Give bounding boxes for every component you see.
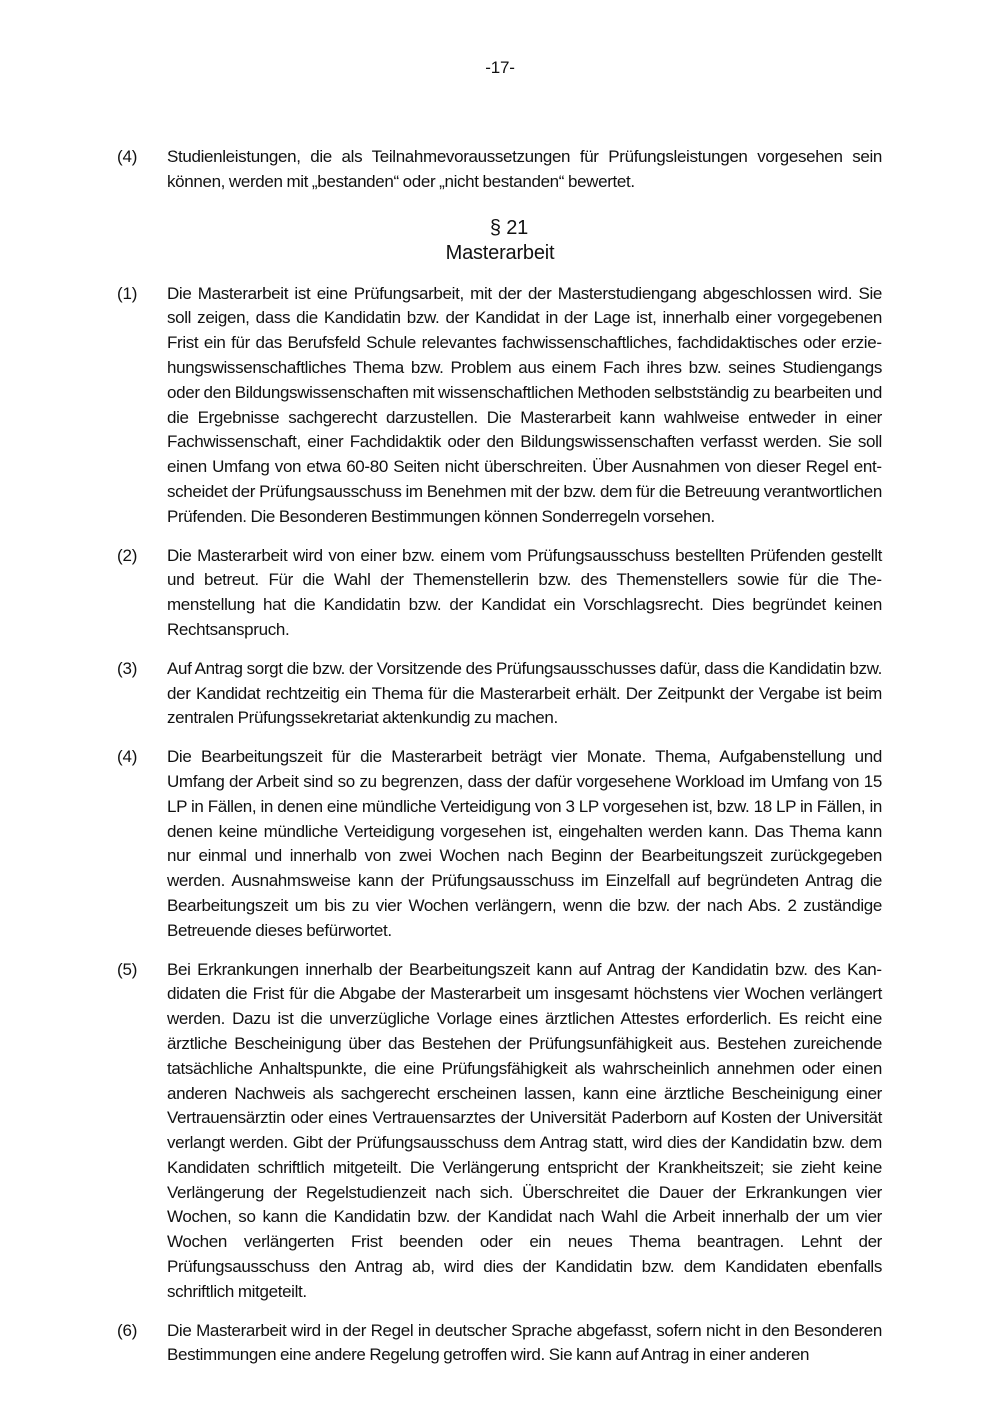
paragraph-text: Studienleistungen, die als Teilnahmevoraussetzungen für Prüfungsleistungen vorgesehen sein können, werden mit „bestanden“ oder „nicht bestanden“ bewertet. — [167, 147, 882, 191]
paragraph-number: (6) — [117, 1320, 138, 1340]
paragraph-6 — [0, 1319, 1000, 1369]
section-title: Masterarbeit — [445, 241, 555, 264]
paragraph-3 — [0, 657, 1000, 731]
paragraph-text: Die Bearbeitungszeit für die Masterarbeit beträgt vier Monate. Thema, Aufgabenstellung und Umfang der Arbeit sind so zu begrenzen, dass der dafür vorgesehene Workload im Umfang von 15 LP in Fällen, in denen eine mündliche Verteidigung von 3 LP vorgesehen ist, bzw. 18 LP in Fällen, in denen keine mündliche Verteidigung vorgesehen ist, eingehalten werden kann. Das Thema kann nur einmal und innerhalb von zwei Wochen nach Beginn der Bearbeitungszeit zurückgegeben werden. Ausnahmsweise kann der Prüfungsausschuss im Einzelfall auf begründeten Antrag die Bearbeitungszeit um bis zu vier Wochen verlängern, wenn die bzw. der nach Abs. 2 zuständige Betreuende dieses befürwortet. — [167, 747, 882, 940]
document-content — [0, 145, 1000, 1382]
paragraph-number: (2) — [117, 545, 138, 565]
paragraph-text: Die Masterarbeit ist eine Prüfungsarbeit, mit der der Masterstudiengang abgeschlossen wird. Sie soll zeigen, dass die Kandidatin bzw. der Kandidat in der Lage ist, innerhalb einer vorgegebenen Frist ein für das Berufsfeld Schule relevantes fachwissenschaftliches, fachdidaktisches oder erziehungswissenschaftliches Thema bzw. Problem aus einem Fach ihres bzw. seines Studiengangs oder den Bildungswissenschaften mit wissenschaftlichen Methoden selbstständig zu bearbeiten und die Ergebnisse sachgerecht darzustellen. Die Masterarbeit kann wahlweise entweder in einer Fachwissenschaft, einer Fachdidaktik oder den Bildungswissenschaften verfasst werden. Sie soll einen Umfang von etwa 60-80 Seiten nicht überschreiten. Über Ausnahmen von dieser Regel entscheidet der Prüfungsausschuss im Benehmen mit der bzw. dem für die Betreuung verantwortlichen Prüfenden. Die Besonderen Bestimmungen können Sonderregeln vorsehen. — [167, 283, 882, 526]
page-number: -17- — [485, 58, 515, 77]
paragraph-1 — [0, 282, 1000, 530]
section-symbol: § 21 — [489, 216, 529, 239]
section-heading — [0, 216, 1000, 266]
paragraph-5 — [0, 958, 1000, 1305]
paragraph-number: (3) — [117, 658, 138, 678]
paragraph-number: (5) — [117, 959, 138, 979]
paragraph-text: Auf Antrag sorgt die bzw. der Vorsitzende des Prüfungsausschusses dafür, dass die Kandidatin bzw. der Kandidat rechtzeitig ein Thema für die Masterarbeit erhält. Der Zeitpunkt der Vergabe ist beim zentralen Prüfungssekretariat aktenkundig zu machen. — [167, 658, 882, 728]
paragraph-text: Die Masterarbeit wird von einer bzw. einem vom Prüfungsausschuss bestellten Prüfenden gestellt und betreut. Für die Wahl der Themenstellerin bzw. des Themenstellers sowie für die Themenstellung hat die Kandidatin bzw. der Kandidat ein Vorschlagsrecht. Dies begründet keinen Rechtsanspruch. — [167, 545, 882, 639]
paragraph-text: Bei Erkrankungen innerhalb der Bearbeitungszeit kann auf Antrag der Kandidatin bzw. des Kandidaten die Frist für die Abgabe der Masterarbeit um insgesamt höchstens vier Wochen verlängert werden. Dazu ist die unverzügliche Vorlage eines ärztlichen Attestes erforderlich. Es reicht eine ärztliche Bescheinigung über das Bestehen der Prüfungsunfähigkeit aus. Bestehen zureichende tatsächliche Anhaltspunkte, die eine Prüfungsfähigkeit als wahrscheinlich annehmen oder einen anderen Nachweis als sachgerecht erscheinen lassen, kann eine ärztliche Bescheinigung einer Vertrauensärztin oder eines Vertrauensarztes der Universität Paderborn auf Kosten der Universität verlangt werden. Gibt der Prüfungsausschuss dem Antrag statt, wird dies der Kandidatin bzw. dem Kandidaten schriftlich mitgeteilt. Die Verlängerung entspricht der Krankheitszeit; sie zieht keine Verlängerung der Regelstudienzeit nach sich. Überschreitet die Dauer der Erkrankungen vier Wochen, so kann die Kandidatin bzw. der Kandidat nach Wahl die Arbeit innerhalb der um vier Wochen verlängerten Frist beenden oder ein neues Thema beantragen. Lehnt der Prüfungsausschuss den Antrag ab, wird dies der Kandidatin bzw. dem Kandidaten ebenfalls schriftlich mitgeteilt. — [167, 959, 882, 1301]
paragraph-number: (4) — [117, 147, 138, 166]
paragraph-2 — [0, 544, 1000, 643]
paragraph-4 — [0, 745, 1000, 943]
paragraph-text: Die Masterarbeit wird in der Regel in deutscher Sprache abgefasst, sofern nicht in den Besonderen Bestimmungen eine andere Regelung getroffen wird. Sie kann auf Antrag in einer anderen — [167, 1320, 882, 1365]
paragraph-number: (4) — [117, 747, 138, 767]
paragraph-studienleistungen — [0, 145, 1000, 195]
paragraph-number: (1) — [117, 283, 138, 303]
